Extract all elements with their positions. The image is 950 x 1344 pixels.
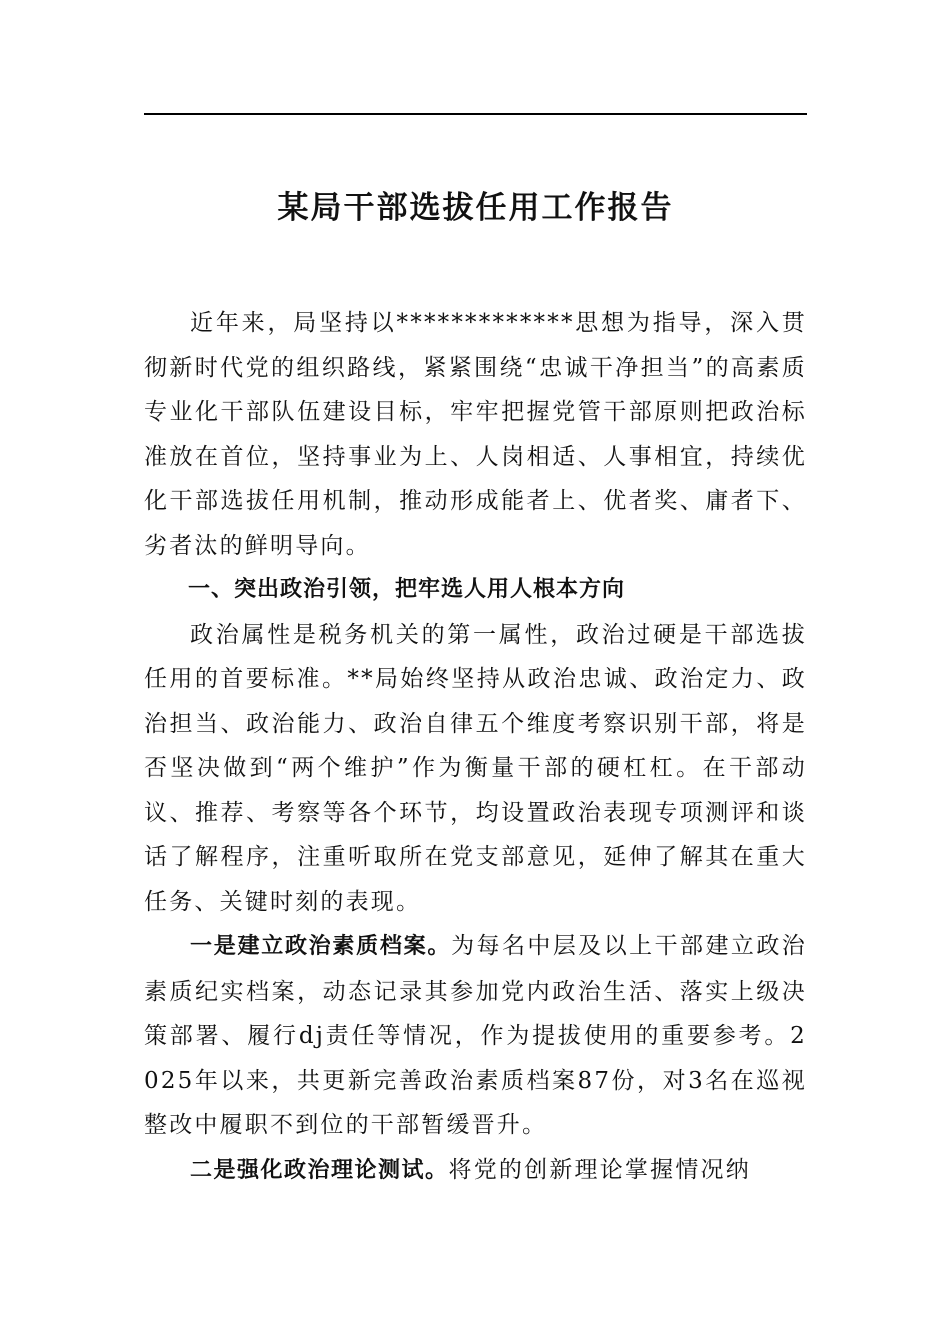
intro-paragraph: 近年来，局坚持以*************思想为指导，深入贯彻新时代党的组织路线，紧紧围绕“忠诚干净担当”的高素质专业化干部队伍建设目标，牢牢把握党管干部原则把政治标准放在首位，坚持事业为上、人岗相适、人事相宜，持续优化干部选拔任用机制，推动形成能者上、优者奖、庸者下、劣者汰的鲜明导向。 — [144, 310, 807, 559]
document-title: 某局干部选拔任用工作报告 — [277, 190, 674, 226]
paragraph-lead: 二是强化政治理论测试。 — [190, 1157, 449, 1183]
body-paragraph: 政治属性是税务机关的第一属性，政治过硬是干部选拔任用的首要标准。**局始终坚持从政治忠诚、政治定力、政治担当、政治能力、政治自律五个维度考察识别干部，将是否坚决做到“两个维护”作为衡量干部的硬杠杠。在干部动议、推荐、考察等各个环节，均设置政治表现专项测评和谈话了解程序，注重听取所在党支部意见，延伸了解其在重大任务、关键时刻的表现。 — [144, 621, 807, 915]
paragraph-lead: 一是建立政治素质档案。 — [190, 934, 452, 959]
document-body — [144, 301, 807, 1193]
section-heading-1: 一、突出政治引领，把牢选人用人根本方向 — [188, 577, 626, 602]
body-paragraph — [144, 924, 807, 1148]
paragraph-text: 为每名中层及以上干部建立政治素质纪实档案，动态记录其参加党内政治生活、落实上级决策部署、履行dj责任等情况，作为提拔使用的重要参考。2025年以来，共更新完善政治素质档案87份，对3名在巡视整改中履职不到位的干部暂缓晋升。 — [144, 933, 807, 1138]
paragraph-text: 将党的创新理论掌握情况纳 — [448, 1156, 751, 1183]
body-paragraph — [144, 1148, 807, 1194]
header-rule — [144, 113, 807, 115]
